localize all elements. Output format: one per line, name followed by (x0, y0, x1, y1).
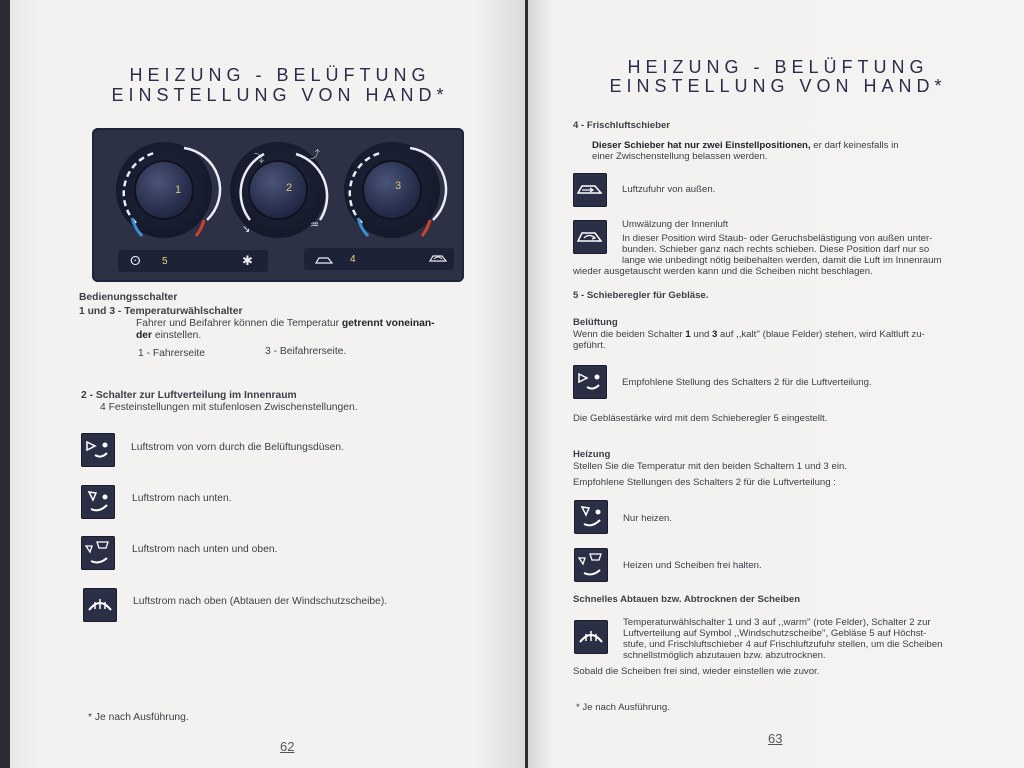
recirculation-icon (573, 220, 607, 254)
switch-2-text: 4 Festeinstellungen mit stufenlosen Zwischenstellungen. (100, 402, 358, 413)
slider-5-heading: 5 - Schieberegler für Gebläse. (573, 290, 709, 301)
fan-high-icon: ✱ (242, 253, 253, 268)
right-title-line1: HEIZUNG - BELÜFTUNG (627, 57, 929, 77)
recirculation-title: Umwälzung der Innenluft (622, 219, 729, 230)
heating-line2: Empfohlene Stellungen des Schalters 2 für die Luftverteilung : (573, 477, 836, 488)
left-page (10, 0, 525, 768)
svg-text:⤵: ⤵ (254, 154, 264, 165)
recirculation-line1: In dieser Position wird Staub- oder Geruchsbelästigung von außen unter- (622, 233, 933, 244)
ventilation-line2: geführt. (573, 340, 606, 351)
recirculation-line3: lange wie unbedingt nötig beibehalten werden, damit die Luft im Innenraum (622, 255, 942, 266)
dial-label-2: 2 (286, 182, 293, 194)
defrost-line4: schnellstmöglich abzutauen bzw. abzutrocknen. (623, 650, 826, 661)
dial-label-3: 3 (395, 180, 402, 192)
temperature-knob-driver (136, 162, 192, 218)
switch-1-3-text-line2 (136, 330, 201, 342)
outside-air-icon (573, 173, 607, 207)
airflow-down-icon (81, 485, 115, 519)
slider-4-text-line2: einer Zwischenstellung belassen werden. (592, 151, 768, 162)
defrost-after-text: Sobald die Scheiben frei sind, wieder einstellen wie zuvor. (573, 666, 820, 677)
recommended-front-text: Empfohlene Stellung des Schalters 2 für die Luftverteilung. (622, 377, 872, 388)
slider-4-text-line1 (592, 140, 992, 151)
ventilation-e: auf ,,kalt'' (blaue Felder) stehen, wird Kaltluft zu- (717, 329, 925, 340)
recirculation-line2: bunden. Schieber ganz nach rechts schieben. Diese Position darf nur so (622, 244, 930, 255)
airflow-front-icon (81, 433, 115, 467)
air-distribution-knob (250, 162, 306, 218)
left-page-number: 62 (280, 739, 295, 754)
rapid-defrost-icon (574, 620, 608, 654)
airflow-down-text: Luftstrom nach unten. (132, 493, 232, 504)
switch-1-3-text-bold2: der (136, 330, 153, 341)
airflow-down-up-text: Luftstrom nach unten und oben. (132, 544, 278, 555)
defrost-heading: Schnelles Abtauen bzw. Abtrocknen der Scheiben (573, 594, 801, 605)
defrost-line1: Temperaturwählschalter 1 und 3 auf ,,warm'' (rote Felder), Schalter 2 zur (623, 617, 931, 628)
ventilation-b: 1 (685, 329, 691, 340)
passenger-side-label: 3 - Beifahrerseite. (265, 346, 347, 357)
heating-only-icon (574, 500, 608, 534)
heating-heading: Heizung (573, 449, 611, 460)
svg-text:↘: ↘ (242, 224, 251, 235)
right-footnote: * Je nach Ausführung. (576, 702, 670, 713)
defrost-line3: stufe, und Frischluftschieber 4 auf Frischluftzufuhr stellen, um die Scheiben (623, 639, 943, 650)
switch-1-3-text-line1 (136, 318, 496, 330)
left-footnote: * Je nach Ausführung. (88, 712, 189, 723)
bedienungsschalter-heading: Bedienungsschalter (79, 292, 178, 303)
heating-line1: Stellen Sie die Temperatur mit den beiden Schaltern 1 und 3 ein. (573, 461, 847, 472)
car-outside-air-icon (314, 254, 334, 266)
switch-1-3-text-b: einstellen. (152, 330, 202, 341)
recirculation-line4: wieder ausgetauscht werden kann und die Scheiben nicht beschlagen. (573, 266, 873, 277)
slider-label-4: 4 (350, 254, 356, 265)
fan-low-icon: ⵙ (130, 254, 141, 268)
ventilation-d: 3 (712, 329, 718, 340)
temperature-knob-passenger (364, 162, 420, 218)
airflow-up-defrost-text: Luftstrom nach oben (Abtauen der Windschutzscheibe). (133, 596, 388, 607)
right-title-line2: EINSTELLUNG VON HAND* (609, 76, 947, 96)
left-title-line2: EINSTELLUNG VON HAND* (111, 85, 449, 105)
airflow-front-text: Luftstrom von vorn durch die Belüftungsdüsen. (131, 442, 344, 453)
slider-4-rest: er darf keinesfalls in (810, 140, 899, 151)
heating-defog-icon (574, 548, 608, 582)
slider-4-bold: Dieser Schieber hat nur zwei Einstellpositionen, (592, 140, 811, 151)
left-title-line1: HEIZUNG - BELÜFTUNG (129, 65, 431, 85)
slider-4-heading: 4 - Frischluftschieber (573, 120, 671, 131)
windshield-defrost-icon (83, 588, 117, 622)
slider-label-5: 5 (162, 256, 168, 267)
right-page-number: 63 (768, 731, 783, 746)
switch-1-3-text-bold: getrennt voneinan- (341, 318, 435, 329)
ventilation-a: Wenn die beiden Schalter (573, 329, 686, 340)
car-recirculation-icon (428, 252, 448, 264)
ventilation-heading: Belüftung (573, 317, 618, 328)
svg-text:♒: ♒ (310, 220, 319, 231)
defrost-line2: Luftverteilung auf Symbol ,,Windschutzscheibe'', Gebläse 5 auf Höchst- (623, 628, 927, 639)
climate-control-panel (92, 128, 464, 282)
switch-2-heading: 2 - Schalter zur Luftverteilung im Innenraum (81, 390, 297, 401)
svg-text:⤴: ⤴ (310, 150, 320, 161)
driver-side-label: 1 - Fahrerseite (138, 348, 205, 359)
right-page (528, 0, 1024, 768)
ventilation-c: und (690, 329, 713, 340)
switch-1-3-heading: 1 und 3 - Temperaturwählschalter (79, 306, 243, 317)
recommended-front-icon (573, 365, 607, 399)
heating-defog-text: Heizen und Scheiben frei halten. (623, 560, 762, 571)
heating-only-text: Nur heizen. (623, 513, 673, 524)
switch-1-3-text-a: Fahrer und Beifahrer können die Temperatur (136, 318, 342, 329)
blower-strength-text: Die Gebläsestärke wird mit dem Schieberegler 5 eingestellt. (573, 413, 828, 424)
outside-air-text: Luftzufuhr von außen. (622, 184, 716, 195)
ventilation-line1 (573, 329, 1013, 340)
dial-label-1: 1 (175, 184, 182, 196)
airflow-down-up-icon (81, 536, 115, 570)
